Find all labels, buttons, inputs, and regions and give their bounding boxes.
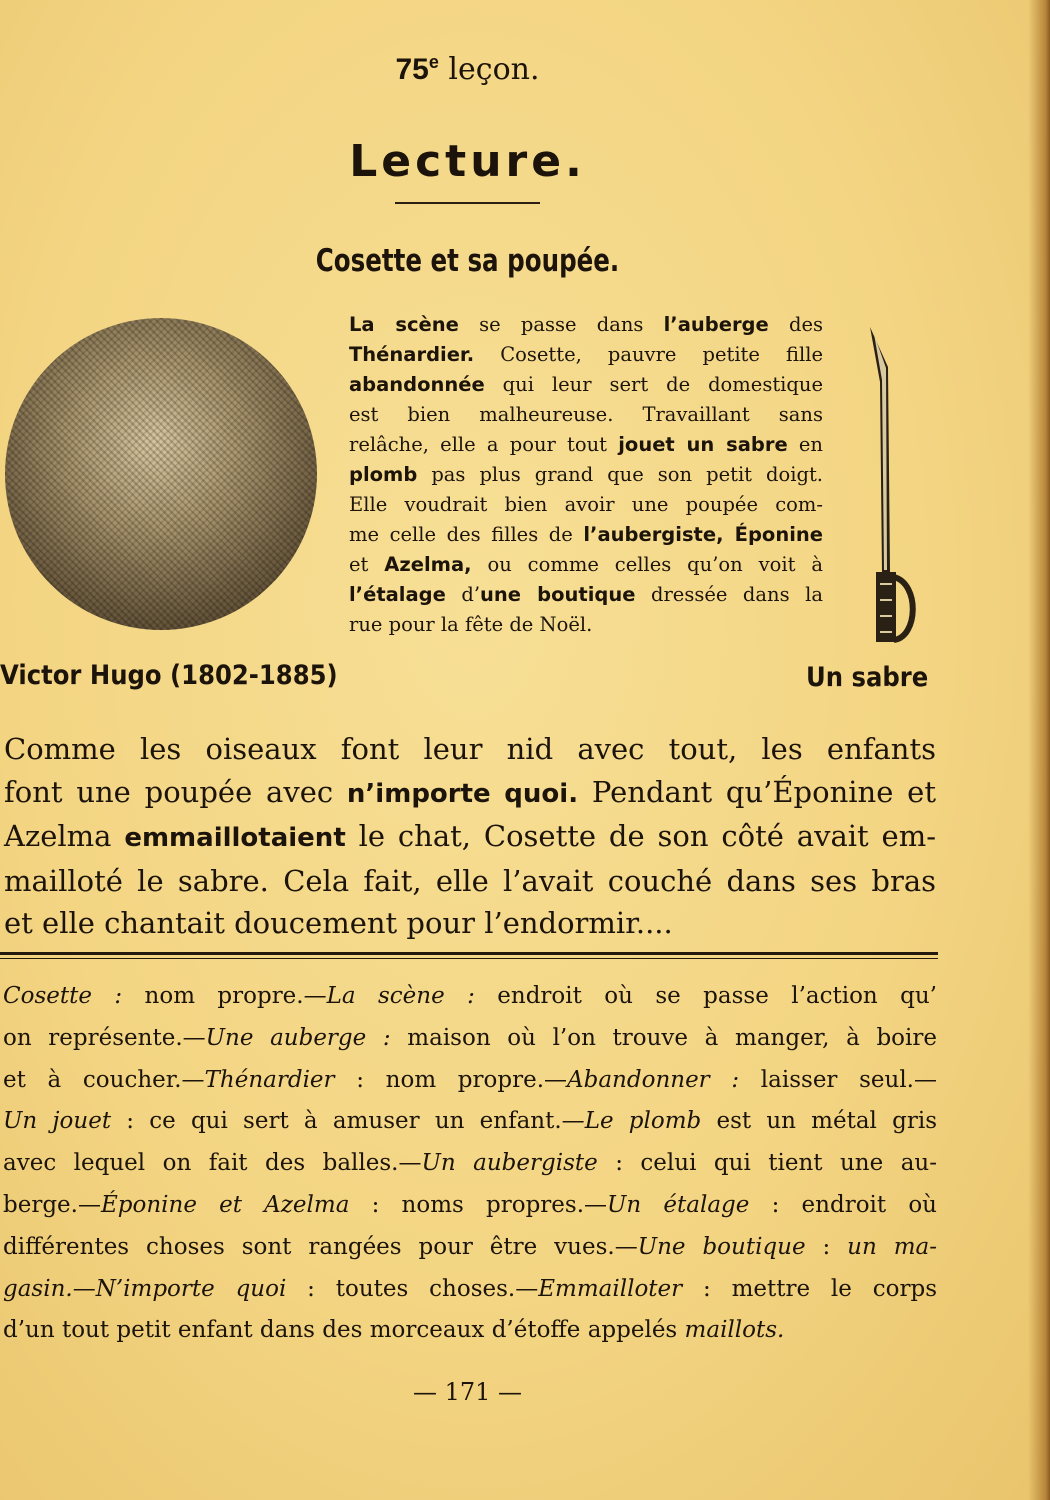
glossary-line xyxy=(3,1060,937,1102)
text-run: berge.— xyxy=(3,1191,101,1218)
italic-term: Le plomb xyxy=(584,1108,702,1135)
text-run: — xyxy=(72,1275,96,1302)
intro-line xyxy=(349,580,823,610)
glossary-line xyxy=(3,1227,937,1269)
text-run: : noms propres.— xyxy=(349,1191,608,1218)
italic-term: La scène : xyxy=(326,983,475,1009)
text-run: le chat, Cosette de son côté avait em- xyxy=(345,819,936,853)
italic-term: Une auberge : xyxy=(205,1024,391,1051)
intro-line xyxy=(349,370,823,400)
text-run: maison où l’on trouve à manger, à boire xyxy=(390,1024,937,1051)
bold-term: Thénardier. xyxy=(349,343,475,366)
text-run: endroit où se passe l’action qu’ xyxy=(474,983,937,1009)
text-run: : endroit où xyxy=(749,1191,937,1218)
italic-term: Un aubergiste xyxy=(421,1150,598,1177)
bold-term: une boutique xyxy=(480,583,636,606)
italic-term: Un jouet xyxy=(3,1108,112,1135)
sabre-caption: Un sabre xyxy=(806,662,929,693)
text-run: relâche, elle a pour tout xyxy=(349,433,619,456)
glossary-line xyxy=(3,1269,937,1311)
intro-line xyxy=(349,610,823,640)
lesson-number-suffix: e xyxy=(428,52,439,72)
text-run: et elle chantait doucement pour l’endormir.... xyxy=(4,906,673,940)
bold-term: jouet un sabre xyxy=(618,433,788,456)
text-run: des xyxy=(768,313,823,336)
bold-term: Azelma, xyxy=(384,553,472,576)
text-run: font une poupée avec xyxy=(4,774,347,809)
text-run: et xyxy=(349,553,385,576)
page-edge-shadow xyxy=(1028,0,1050,1500)
passage-line xyxy=(4,860,936,903)
text-run: pas plus grand que son petit doigt. xyxy=(417,463,823,486)
text-run: : ce qui sert à amuser un enfant.— xyxy=(111,1108,585,1135)
text-run: d’ xyxy=(445,583,481,606)
text-run: laisser seul.— xyxy=(739,1066,937,1093)
victor-hugo-portrait xyxy=(5,318,317,630)
lesson-heading xyxy=(0,52,935,87)
intro-paragraph xyxy=(349,310,823,640)
italic-term: Emmailloter xyxy=(538,1275,683,1302)
text-run: Comme les oiseaux font leur nid avec tout, les enfants xyxy=(4,732,936,766)
text-run: : celui qui tient une au- xyxy=(597,1150,937,1177)
italic-term: Abandonner : xyxy=(567,1066,740,1093)
text-run: est un métal gris xyxy=(701,1108,938,1135)
bold-term: La scène xyxy=(349,313,459,336)
italic-term: gasin. xyxy=(3,1275,73,1302)
glossary xyxy=(3,976,937,1352)
text-run: mailloté le sabre. Cela fait, elle l’avait couché dans ses bras xyxy=(4,863,936,898)
glossary-line xyxy=(3,1143,937,1185)
italic-term: Un étalage xyxy=(607,1191,750,1218)
passage-line xyxy=(4,902,936,945)
italic-term: N’importe quoi xyxy=(95,1275,287,1302)
text-run: Pendant qu’Éponine et xyxy=(578,774,936,809)
italic-term: maillots. xyxy=(684,1317,785,1344)
text-run: Elle voudrait bien avoir une poupée com- xyxy=(349,493,823,516)
text-run: me celle des filles de xyxy=(349,523,584,546)
lesson-number: 75 xyxy=(395,53,429,86)
intro-line xyxy=(349,490,823,520)
passage-line xyxy=(4,771,936,816)
glossary-line xyxy=(3,1101,937,1143)
page-title: Lecture. xyxy=(349,136,586,187)
lesson-word: leçon. xyxy=(448,52,540,87)
text-run: est bien malheureuse. Travaillant sans xyxy=(349,403,823,426)
text-run: en xyxy=(787,433,823,456)
glossary-line xyxy=(3,976,937,1018)
text-run: : xyxy=(805,1233,848,1260)
text-run: nom propre.— xyxy=(122,983,327,1009)
glossary-line xyxy=(3,1018,937,1060)
text-run: : mettre le corps xyxy=(682,1275,937,1302)
text-run: et à coucher.— xyxy=(3,1066,205,1093)
italic-term: Une boutique xyxy=(637,1233,806,1260)
bold-term: emmaillotaient xyxy=(124,823,346,853)
glossary-line xyxy=(3,1310,937,1352)
glossary-divider-thin xyxy=(0,958,938,959)
passage-line xyxy=(4,815,936,860)
section-subtitle: Cosette et sa poupée. xyxy=(315,243,620,279)
glossary-line xyxy=(3,1185,937,1227)
portrait-caption: Victor Hugo (1802-1885) xyxy=(0,660,338,691)
glossary-divider xyxy=(0,952,938,955)
intro-line xyxy=(349,550,823,580)
italic-term: Thénardier xyxy=(204,1066,335,1093)
text-run: : nom propre.— xyxy=(334,1066,568,1093)
passage-line xyxy=(4,728,936,771)
intro-line xyxy=(349,340,823,370)
text-run: différentes choses sont rangées pour être vues.— xyxy=(3,1233,638,1260)
italic-term: Éponine et Azelma xyxy=(100,1191,350,1218)
page-number: — 171 — xyxy=(412,1378,523,1406)
text-run: on représente.— xyxy=(3,1024,206,1051)
text-run: Cosette, pauvre petite fille xyxy=(474,343,823,366)
text-run: d’un tout petit enfant dans des morceaux d’étoffe appelés xyxy=(3,1317,685,1344)
bold-term: l’auberge xyxy=(663,313,769,336)
italic-term: un ma- xyxy=(847,1233,938,1260)
title-divider xyxy=(395,202,540,204)
text-run: se passe dans xyxy=(458,313,664,336)
intro-line xyxy=(349,400,823,430)
intro-line xyxy=(349,460,823,490)
bold-term: plomb xyxy=(349,463,418,486)
intro-line xyxy=(349,310,823,340)
bold-term: n’importe quoi. xyxy=(346,778,579,809)
text-run: ou comme celles qu’on voit à xyxy=(471,553,823,576)
italic-term: Cosette : xyxy=(3,983,123,1009)
text-run: dressée dans la xyxy=(635,583,823,606)
bold-term: l’étalage xyxy=(349,583,446,606)
text-run: rue pour la fête de Noël. xyxy=(349,613,593,636)
bold-term: l’aubergiste, Éponine xyxy=(583,523,824,546)
reading-passage xyxy=(4,728,936,945)
sabre-illustration xyxy=(860,322,920,652)
bold-term: abandonnée xyxy=(349,373,485,396)
intro-line xyxy=(349,520,823,550)
text-run: qui leur sert de domestique xyxy=(484,373,823,396)
intro-line xyxy=(349,430,823,460)
text-run: : toutes choses.— xyxy=(286,1275,539,1302)
text-run: Azelma xyxy=(4,819,125,853)
text-run: avec lequel on fait des balles.— xyxy=(3,1150,422,1177)
